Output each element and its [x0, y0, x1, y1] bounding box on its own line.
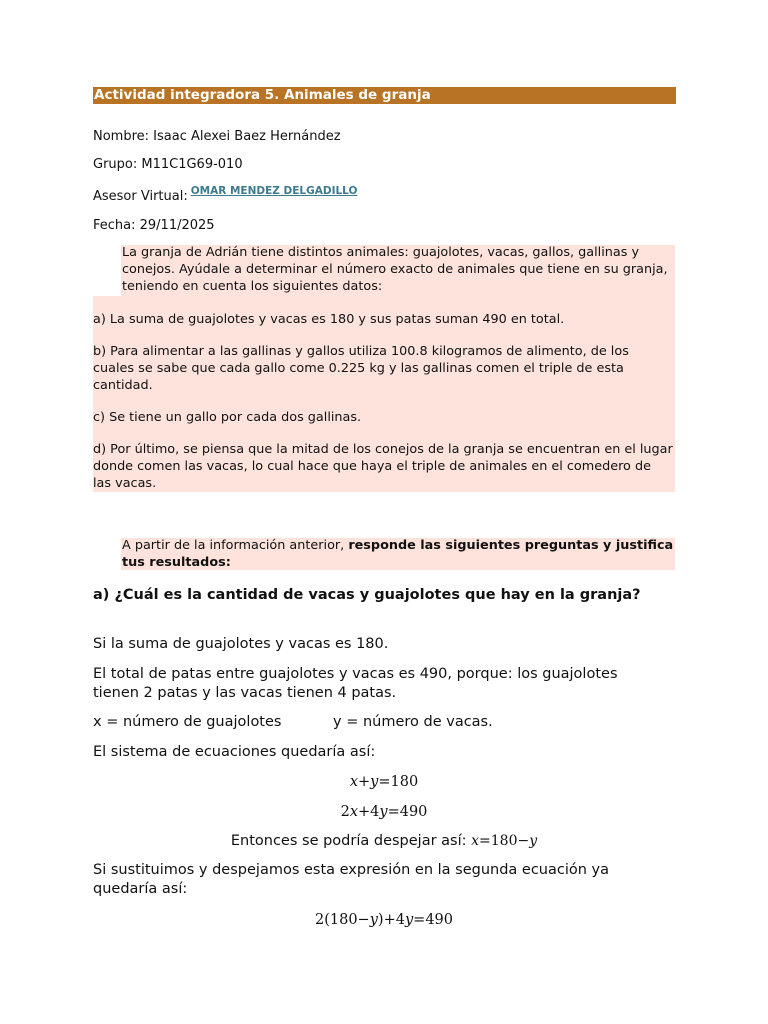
advisor-link[interactable]: OMAR MENDEZ DELGADILLO [190, 185, 358, 197]
group: Grupo: M11C1G69-010 [93, 157, 243, 172]
variable-x: x = número de guajolotes [93, 714, 282, 730]
student-name: Nombre: Isaac Alexei Baez Hernández [93, 129, 341, 144]
datum-a: a) La suma de guajolotes y vacas es 180 y sus patas suman 490 en total. [93, 312, 565, 327]
advisor-label: Asesor Virtual: [93, 189, 188, 204]
equation-isolate: x=180−y [471, 833, 538, 849]
question-a: a) ¿Cuál es la cantidad de vacas y guajolotes que hay en la granja? [93, 587, 641, 603]
problem-intro: La granja de Adrián tiene distintos animales: guajolotes, vacas, gallos, gallinas y conejos. Ayúdale a determinar el número exacto de animales que tiene en su granja, teniendo en cuenta los siguientes datos: [122, 245, 668, 294]
equation-1: x+y=180 [349, 774, 419, 790]
datum-b: b) Para alimentar a las gallinas y gallos utiliza 100.8 kilogramos de alimento, de los cuales se sabe que cada gallo come 0.225 kg y las gallinas comen el triple de esta cantidad. [93, 344, 629, 393]
answer-p5: Si sustituimos y despejamos esta expresión en la segunda ecuación ya quedaría así: [93, 862, 610, 897]
datum-d: d) Por último, se piensa que la mitad de los conejos de la granja se encuentran en el lugar donde comen las vacas, lo cual hace que haya el triple de animales en el comedero de las vacas. [93, 442, 673, 491]
datum-c: c) Se tiene un gallo por cada dos gallinas. [93, 410, 362, 425]
equation-2: 2x+4y=490 [340, 804, 428, 820]
answer-p4: Entonces se podría despejar así: [230, 833, 467, 849]
answer-p1: Si la suma de guajolotes y vacas es 180. [93, 636, 389, 652]
answer-p2: El total de patas entre guajolotes y vacas es 490, porque: los guajolotes tienen 2 patas y las vacas tienen 4 patas. [93, 666, 618, 701]
date: Fecha: 29/11/2025 [93, 218, 215, 233]
document-title: Actividad integradora 5. Animales de granja [93, 87, 676, 104]
instruction [122, 537, 674, 571]
answer-p3: El sistema de ecuaciones quedaría así: [93, 744, 376, 760]
variable-y: y = número de vacas. [333, 714, 493, 730]
advisor-line [93, 185, 358, 205]
isolate-line [93, 832, 675, 851]
instruction-prefix: A partir de la información anterior, [122, 538, 349, 553]
equation-substitution: 2(180−y)+4y=490 [315, 912, 453, 928]
instruction-bold: responde las siguientes preguntas y justifica tus resultados: [122, 538, 674, 570]
